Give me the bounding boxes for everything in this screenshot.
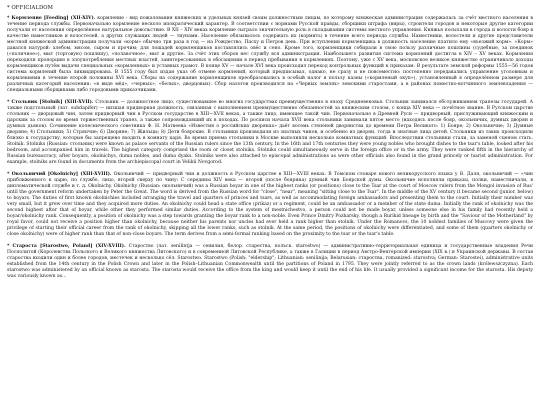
entry-text: Стольник — должностное лицо, существовавшее во многих государствах преимущественно в эпоху Средневековья. Стольник занимался обслуживанием трапезы государей. А также подстольный (лат. subdapifer) — низшая придворная должность, связанная с выполнением преимущественно обязанностей за княжеским столом, с конца XIV века — почётное звание. В Русском царстве стольник — дворцовый чин, затем придворный чин в Русском государстве в XIII—XVII веках, а также лицо, имеющее такой чин. Первоначально в Древней Руси — придворный, прислуживающий княжеским и царским за столом во время торжественных трапез, а также сопровождавший их в походах. По росписи начала XVII века стольники занимали пятое место (находясь после бояр, окольничих, думных дворян и думных дьяков). Сочинение колеснического советника Ф. Н. Матвеева «Известия о российских дворянах» даёт восемь степеней дворянства до времени Петра Великого: 1) Бояре; 2) Окольничие; 3) Думные дворяне; 4) Стольники; 5) Стряпчие; 6) Дворяне; 7) Жильцы; 8) Дети боярские. В стольники производили из знатных чинов, и особенно из дворян, тогда и знатные лица детей. Стольники из таких происходили близко к государству, которые бы запрещено входить в комнату царя. Во время приема стольники в Москве выполняли несколько комнатных функций. Впоследствии стольники стали, за заменой сценом стать. Stolnik. Stolniks (Russian: стольник) were known as palace servants of the Russian rulers since the 13th century. In the 16th and 17th centuries they were young nobles who brought dishes to the tsar's table, looked after his bedroom, and accompanied him in travels. The highest category comprised the room or closet stolniks. Stolniks could simultaneously serve in the foreign office or in the army. They were ranked fifth in the hierarchy of Russian bureaucracy, after boyars, okolnichys, duma nobles, and duma dyaks. Stolniks were also attached to episcopal administrations as were other officials also found in the grand princely or tsarist administration. For example, stolniks are found in documents from the archiepiscopal court in Velikii Novgorod.: [7, 100, 533, 165]
section-header: * OFFICIALDOM: [7, 5, 53, 11]
entry-paragraph: [7, 100, 533, 166]
entry-starostwo: [7, 244, 533, 280]
entry-kormlenie: [7, 16, 533, 94]
entry-text: Староство (лат. senilintja — сенилия, белор. старества, польск. starostwo) — административно-территориальная единица и государственные владения Речи Посполитой (Королевства Польского и Великого княжества Литовского) и в современной Литовской Республике, а также в Галиции в период Австро-Венгерской империи (XIX в.) и Украинской державы. В состав староства входили один и более городов, местечек и несколько сёл. Starostwo. Starostwo (Polish: "eldership"; Lithuanian: seniūnija; Belarusian: староства, romanized: starostva; German: Starostei), administrative units established from the 14th century in the Polish Crown and later in the Polish–Lithuanian Commonwealth until the partitions of Poland in 1795. They were jointly referred to as the crown lands (królewszczyzna). Each starostwo was administered by an official known as starosta. The starosta would receive the office from the king and would keep it until the end of his life. It usually provided a significant income for the starosta. His deputy was variously known as...: [7, 244, 533, 279]
entry-okolnichy: [7, 172, 533, 238]
entry-heading: * Стольник [Stolnik] (XIII-XVII).: [7, 100, 94, 105]
entry-paragraph: [7, 172, 533, 238]
entry-stolnik: [7, 100, 533, 166]
entry-heading: * Староста [Starostwo, Poland] (XIV-XVIII).: [7, 244, 126, 249]
entry-text: Окольничий — придворный чин и должность в Русском царстве в XIII—XVIII веках. В Томском словаре нового великорусского языка у В. Даля, окольничий — «чин приближенного к царю, по службе, лицо, второй сверху по чину: С середины XIV века — второй (после боярина) думный чин Боярской думы. Окольничие исполняли приказы, полки, наместничали, в дипломатической службе и т. д. Okolnichy. Okolnichy (Russian: окольничий) was a Russian boyar in one of the highest ranks (or positions) close to the Tsar at the court of Moscow rulers from the Mongol invasion of Rus' until the government reform undertaken by Peter the Great. The word is derived from the Russian word for "close", "near", meaning "sitting close to the Tsar". In the middle of the XV century it became second (junior, below) to boyars. The duties of first known okolnichies included arranging the travel and quarters of princes and tsars, as well as accommodating foreign ambassadors and presenting them to the court. Initially their number was very small, but it grew over time and they acquired more duties. An okolnichy could head a state office (prikaz) or a regiment, could be an ambassador or a member of the state duma. Initially the rank of okolnichy was the second highest after that of boyar, while other they performed similar duties. According to the system of mestnichestvo, a person could not be made boyar, unless someone else in his family had recently held a boyar/okolnichy rank. Consequently, a position of okolnichy was a step towards granting the boyar rank to a non-noble. Even Prince Dmitry Pozharsky, though a Rurikid lineage by birth and the "Saviour of the Motherland" by royal favor, could not receive a position higher than okolnichy, because neither his parents nor uncles had ever held a rank higher than stolnik. Under the Romanovs, the 10 noblest families of Muscovy were given the privilege of starting their official career from the rank of okolnichy, skipping all the lower ranks, such as stolnik. At the same period, the positions of okolnichy were differentiated, and some of them (quarters okolnichy or close okolnichy) were of higher rank than that of non-close boyars. The term derives from a semi-formal ranking based on the proximity to the tsar or the tsar's table.: [7, 172, 533, 237]
entry-paragraph: [7, 16, 533, 94]
entry-heading: * Кормление [Feeding] (XII-XIV).: [7, 16, 96, 21]
entry-heading: * Окольничий [Okolnichy] (XIII-XVIII).: [7, 172, 112, 177]
entry-text: кормление - вид пожалования княжеских и удельных князей своим должностным лицам, по которому княжеская администрация содержалась за счёт местного населения в течение периода службы. Первоначально кормление несколо ипократический характер. В соответствии с нормами Русской правды, сборщики штрафа (виры), строители городов и некоторые другие категории получали от населения определённое натуральное довольствие. В XII – XIV веках кормление сыграло значительную роль в складывании системы местного управления. Княжья посылали в города и волости бояр в качестве наместников и волостелей, а других служащих людей — тиунами. Население обязывалось содержать их (кормить) в течение всего периода службы. Наместники, волостели и другие представители местной княжеской администрации получали «корм» обычно три раза в год — на Рождество, Пасху и Петров день. При вступлении кормленщика в должность население платило ему «въезжий корм». «Корм» давался натурой: хлебом, мясом, сыром и прочим; для лошадей кормленщиков поставлялись овёс и сено. Кроме того, кормленщики собирали в свою пользу различные пошлины (судебные, за поединок («поличное»), мыт (торговую) пошлину), «полавочное», мыт и другие. За счёт этих сборов нес службу вся администрация. Наибольшего развития система кормлений достигла в XIV – XV веках. Кормления переходили пропорцию в злоупотребления местных властей, заинтересованных в обогащении в период пребывания в кормлениях. Поэтому, уже с XV века, московское великое княжество ограничивало доходы кормленщиков путём выдачи специальных «кормленных» и уставных грамот. В конце XV — начале XVI века происходил переход контрольных функций к приказам. В результате земской реформы 1555—56 годов система кормлений была ликвидирована. В 1555 году был издан указ об отмене кормлений, который предписывал, однако, не сразу и не повсеместно: постепенно передавались управление уголовным и кормлениями в течение второй половины XVI века. Сборы на содержание кормленщиков преобразовались в особый налог в пользу казны («кормленый окуп»), установленный в определённом размере для различных категорий населения: «в виде мёд», «черных», «белых», дворцовых). Сбор налогов производился на «Черных землях» земскими старостами, а в районах поместно-вотчинного землевладения — специальными сборщиками либо городовыми приказчиками.: [7, 16, 533, 93]
entry-paragraph: [7, 244, 533, 280]
